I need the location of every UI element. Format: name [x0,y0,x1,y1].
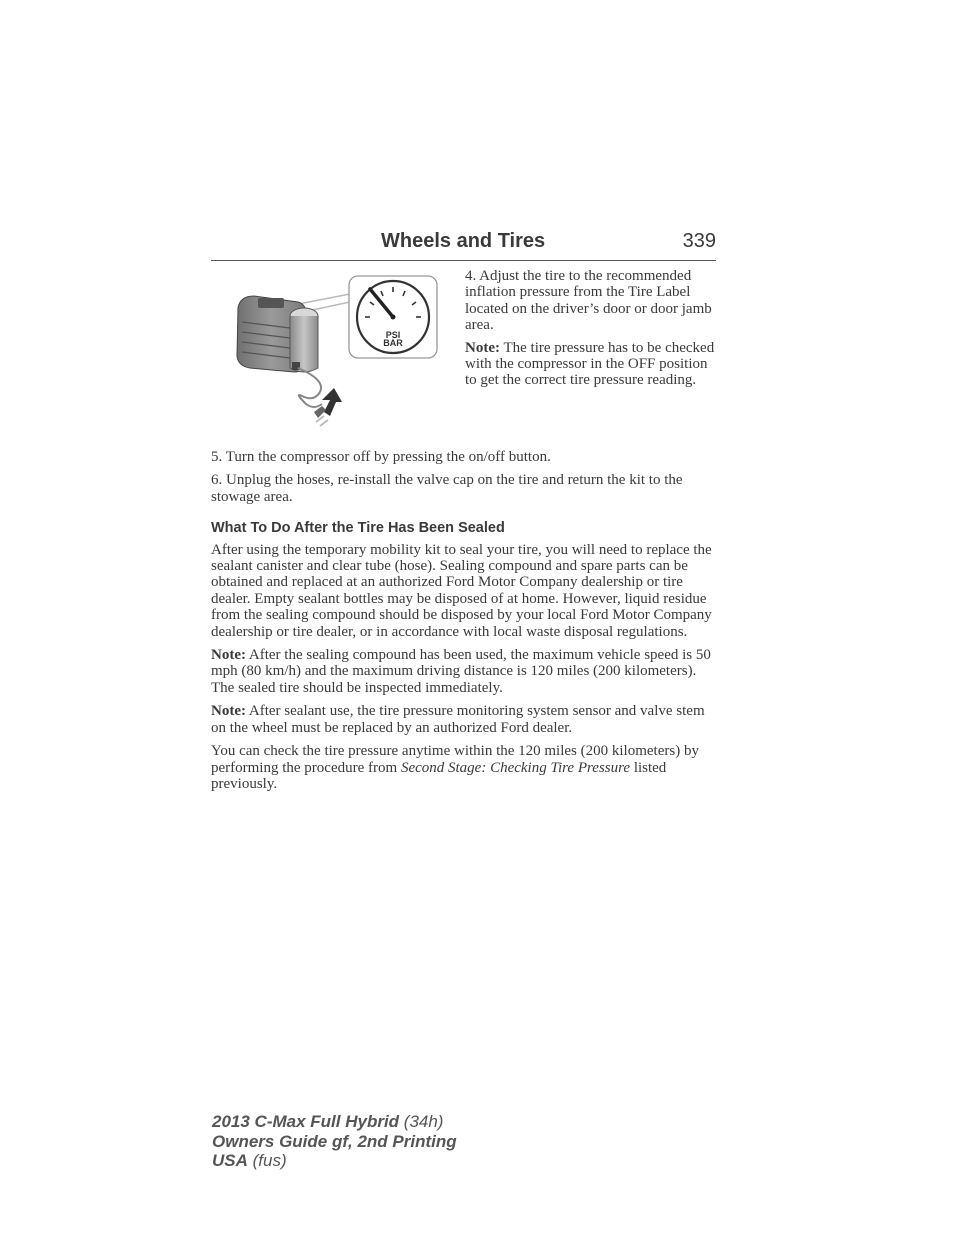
note-paragraph [211,647,716,696]
step-4-block [465,268,715,395]
compressor-icon [237,296,318,372]
paragraph-text: listed previously. [211,759,667,792]
section-title: Wheels and Tires [381,230,546,252]
step-4-text: 4. Adjust the tire to the recommended inflation pressure from the Tire Label located on the driver’s door or door jamb area. [465,268,712,334]
section-heading: What To Do After the Tire Has Been Sealed [211,520,505,537]
note-text: After sealant use, the tire pressure monitoring system sensor and valve stem on the wheel must be replaced by an authorized Ford dealer. [211,703,705,736]
page-footer [212,1112,612,1171]
compressor-illustration [228,272,443,432]
footer-code: (34h) [399,1112,444,1131]
note-text: After the sealing compound has been used, the maximum vehicle speed is 50 mph (80 km/h) and the maximum driving distance is 120 miles (200 kilometers). The sealed tire should be inspected immediately. [211,647,711,696]
gauge-label-bar: BAR [383,338,403,348]
main-body [211,449,716,799]
footer-code: (fus) [247,1151,287,1170]
page-number: 339 [682,230,716,252]
footer-market: USA [212,1151,248,1170]
paragraph-text: You can check the tire pressure anytime within the 120 miles (200 kilometers) by performing the procedure from [211,743,699,776]
pressure-gauge-icon [349,276,437,358]
paragraph: After using the temporary mobility kit to seal your tire, you will need to replace the sealant canister and clear tube (hose). Sealing compound and spare parts can be obtained and replaced at an authorized Ford Motor Company dealership or tire dealer. Empty sealant bottles may be disposed of at home. However, liquid residue from the sealing compound should be disposed by your local Ford Motor Company dealership or tire dealer, or in accordance with local waste disposal regulations. [211,541,712,640]
footer-line [212,1151,612,1171]
note-label: Note: [211,703,246,720]
note-text: The tire pressure has to be checked with the compressor in the OFF position to get the correct tire pressure reading. [465,339,715,389]
paragraph [211,743,716,792]
gauge-label-psi: PSI [385,330,401,340]
cross-reference: Second Stage: Checking Tire Pressure [400,759,631,776]
page-header [211,228,716,261]
step-5-text: 5. Turn the compressor off by pressing the on/off button. [211,449,551,465]
footer-model: 2013 C-Max Full Hybrid [212,1112,400,1131]
footer-line [212,1112,612,1132]
step-6-text: 6. Unplug the hoses, re-install the valve cap on the tire and return the kit to the stowage area. [211,472,683,505]
footer-line [212,1132,612,1152]
hose [298,368,322,407]
note-label: Note: [465,339,500,356]
step-4-note [465,340,715,389]
note-paragraph [211,703,716,736]
note-label: Note: [211,647,246,664]
footer-edition: Owners Guide gf, 2nd Printing [212,1131,457,1151]
